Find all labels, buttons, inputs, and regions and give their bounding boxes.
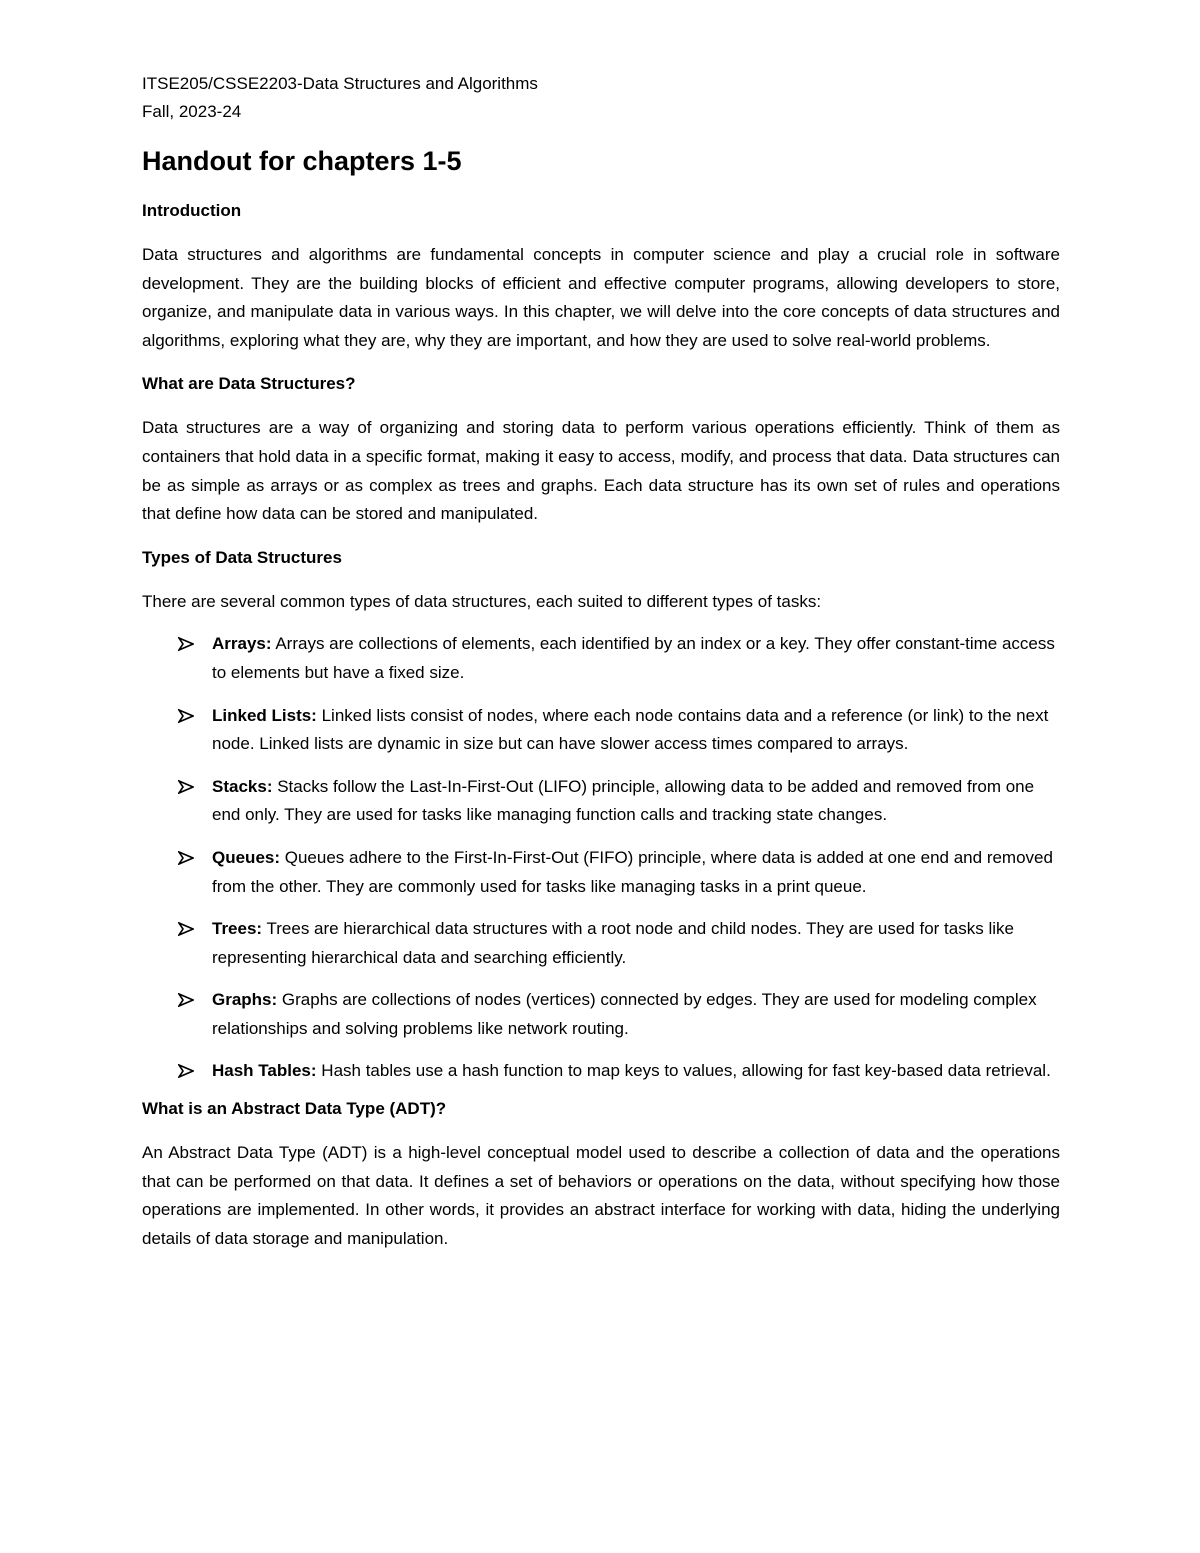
list-item-text: Queues adhere to the First-In-First-Out (FIFO) principle, where data is added at one end and removed from the other. They are commonly used for tasks like managing tasks in a print queue. (212, 847, 1053, 896)
arrowhead-bullet-icon (178, 630, 196, 658)
list-item-term: Trees: (212, 919, 263, 939)
list-item-term: Stacks: (212, 776, 273, 796)
adt-heading: What is an Abstract Data Type (ADT)? (142, 1099, 447, 1119)
list-item-term: Linked Lists: (212, 705, 317, 725)
list-item-term: Graphs: (212, 990, 278, 1010)
arrowhead-bullet-icon (178, 986, 196, 1014)
types-heading: Types of Data Structures (142, 547, 342, 567)
list-item (142, 773, 1060, 830)
arrowhead-bullet-icon (178, 915, 196, 943)
list-item-term: Arrays: (212, 634, 272, 654)
list-item (142, 630, 1060, 687)
document-content (142, 70, 1060, 1269)
list-item-text: Graphs are collections of nodes (vertices) connected by edges. They are used for modeling complex relationships and solving problems like network routing. (212, 990, 1037, 1038)
introduction-heading: Introduction (142, 201, 242, 220)
list-item-term: Queues: (212, 847, 281, 867)
list-item-text: Arrays are collections of elements, each identified by an index or a key. They offer constant-time access to elements but have a fixed size. (212, 634, 1055, 682)
page-title: Handout for chapters 1-5 (142, 146, 462, 176)
list-item-term: Hash Tables: (212, 1061, 317, 1081)
list-item (142, 915, 1060, 972)
arrowhead-bullet-icon (178, 702, 196, 730)
term-label: Fall, 2023-24 (142, 102, 242, 121)
list-item-text: Hash tables use a hash function to map keys to values, allowing for fast key-based data retrieval. (316, 1061, 1051, 1081)
arrowhead-bullet-icon (178, 773, 196, 801)
list-item (142, 702, 1060, 759)
list-item-text: Linked lists consist of nodes, where each node contains data and a reference (or link) to the next node. Linked lists are dynamic in size but can have slower access times compared to arrays. (212, 705, 1049, 754)
list-item-text: Trees are hierarchical data structures with a root node and child nodes. They are used for tasks like representing hierarchical data and searching efficiently. (212, 919, 1014, 967)
list-item (142, 1057, 1060, 1086)
list-item (142, 844, 1060, 901)
adt-paragraph: An Abstract Data Type (ADT) is a high-level conceptual model used to describe a collection of data and the operations that can be performed on that data. It defines a set of behaviors or operations on the data, without specifying how those operations are implemented. In other words, it provides an abstract interface for working with data, hiding the underlying details of data storage and manipulation. (142, 1143, 1060, 1248)
arrowhead-bullet-icon (178, 844, 196, 872)
introduction-paragraph: Data structures and algorithms are fundamental concepts in computer science and play a crucial role in software development. They are the building blocks of efficient and effective computer programs, allowing developers to store, organize, and manipulate data in various ways. In this chapter, we will delve into the core concepts of data structures and algorithms, exploring what they are, why they are important, and how they are used to solve real-world problems. (142, 245, 1060, 350)
ds-types-list (142, 630, 1060, 1086)
course-code: ITSE205/CSSE2203-Data Structures and Algorithms (142, 74, 538, 93)
types-intro: There are several common types of data structures, each suited to different types of tasks: (142, 591, 822, 611)
what-are-ds-heading: What are Data Structures? (142, 374, 356, 394)
what-are-ds-paragraph: Data structures are a way of organizing and storing data to perform various operations efficiently. Think of them as containers that hold data in a specific format, making it easy to access, modify, and process that data. Data structures can be as simple as arrays or as complex as trees and graphs. Each data structure has its own set of rules and operations that define how data can be stored and manipulated. (142, 418, 1060, 524)
list-item (142, 986, 1060, 1043)
list-item-text: Stacks follow the Last-In-First-Out (LIFO) principle, allowing data to be added and removed from one end only. They are used for tasks like managing function calls and tracking state changes. (212, 776, 1035, 825)
arrowhead-bullet-icon (178, 1057, 196, 1085)
